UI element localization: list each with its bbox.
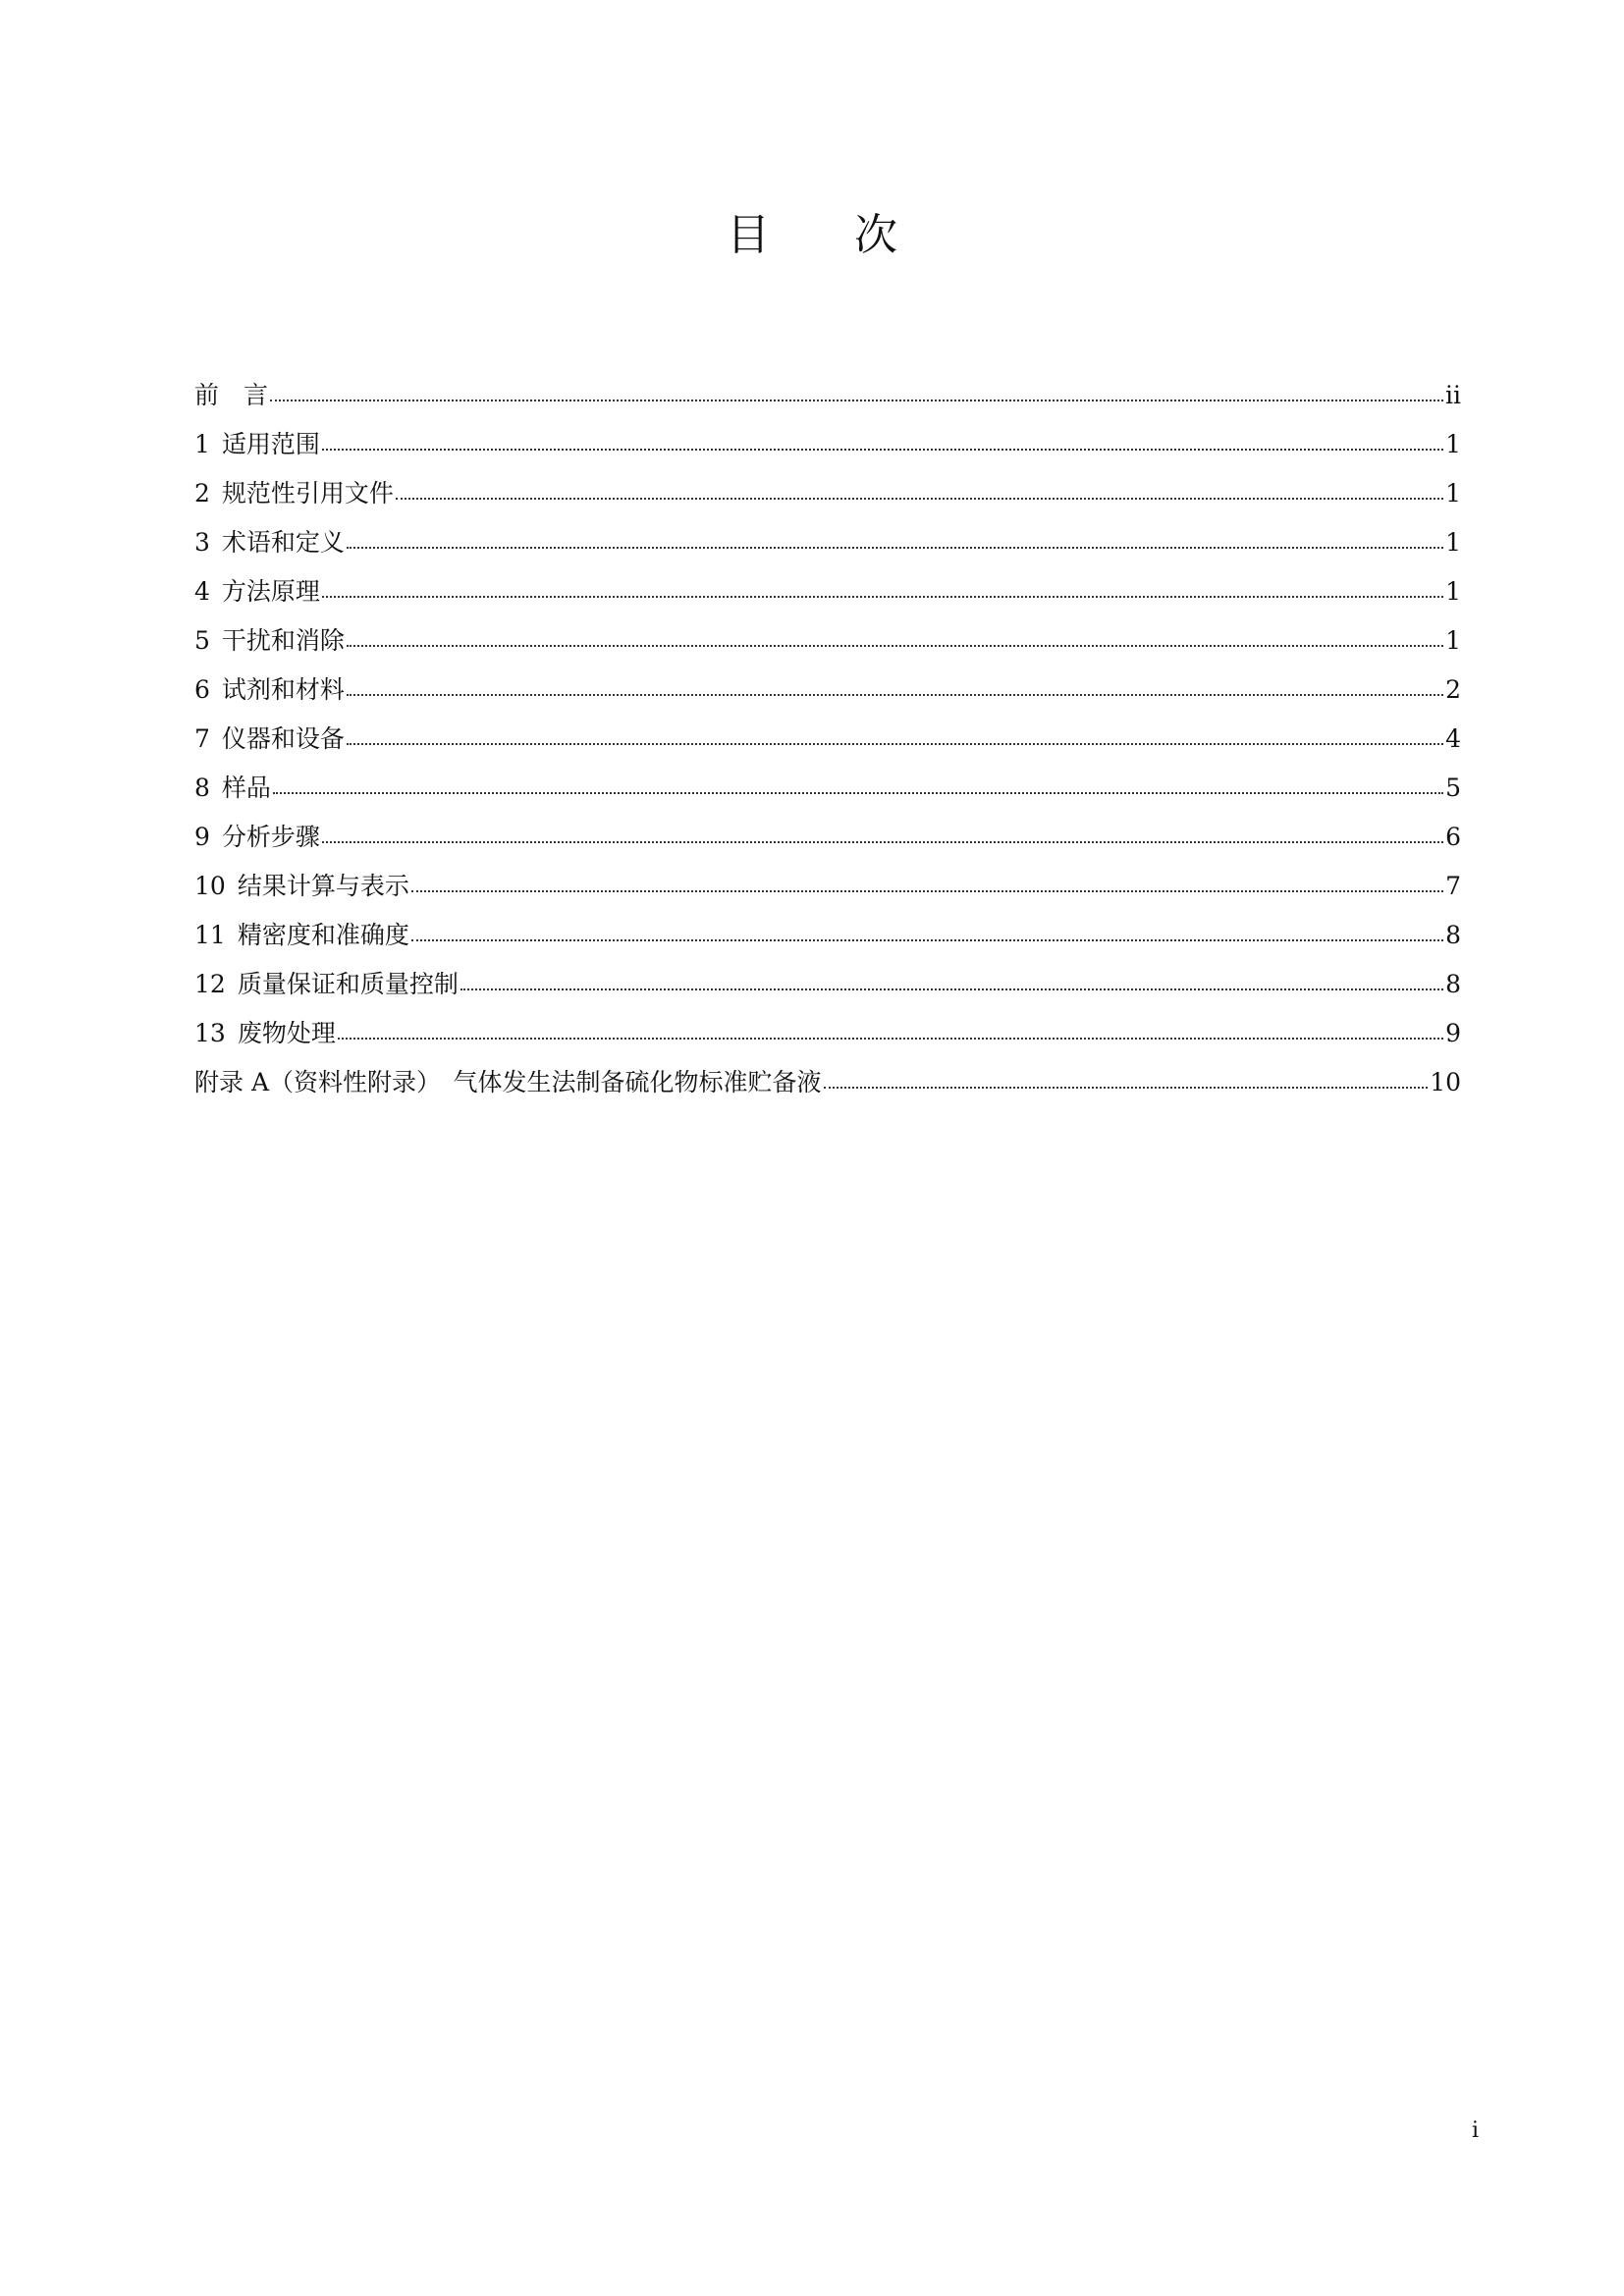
dot-leader [460, 987, 1443, 990]
toc-page-number: 9 [1445, 1019, 1461, 1047]
toc-entry-4[interactable] [194, 567, 1461, 616]
dot-leader [338, 1036, 1443, 1040]
toc-entry-12[interactable] [194, 960, 1461, 1009]
page-title-char-1: 目 [727, 210, 770, 260]
toc-entry-label: 适用范围 [221, 430, 320, 458]
toc-page-number: 1 [1445, 626, 1461, 655]
toc-section-number: 6 [194, 675, 210, 704]
page-title-char-2: 次 [854, 210, 897, 260]
dot-leader [273, 790, 1443, 794]
toc-entry-label: 仪器和设备 [221, 724, 345, 753]
toc-entry-label: 质量保证和质量控制 [237, 970, 459, 998]
toc-section-number: 1 [194, 430, 210, 458]
toc-entry-10[interactable] [194, 862, 1461, 911]
dot-leader [322, 839, 1443, 843]
toc-entry-label: 精密度和准确度 [237, 921, 409, 949]
toc-entry-8[interactable] [194, 764, 1461, 813]
toc-entry-label: 样品 [221, 774, 271, 802]
toc-entry-9[interactable] [194, 813, 1461, 862]
dot-leader [824, 1085, 1429, 1089]
toc-entry-label: 干扰和消除 [221, 626, 345, 655]
toc-section-number: 4 [194, 577, 210, 606]
toc-page-number: 4 [1445, 724, 1461, 753]
toc-entry-label: 分析步骤 [221, 823, 320, 851]
toc-section-number: 2 [194, 479, 210, 507]
toc-entry-label: 结果计算与表示 [237, 872, 409, 900]
toc-entry-preface[interactable] [194, 371, 1461, 420]
toc-page-number: 2 [1445, 675, 1461, 704]
dot-leader [322, 447, 1443, 451]
toc-entry-appendix-a[interactable] [194, 1058, 1461, 1107]
toc-page-number: 1 [1445, 528, 1461, 557]
toc-entry-3[interactable] [194, 518, 1461, 567]
toc-page-number: 1 [1445, 577, 1461, 606]
footer-page-number: i [1471, 2118, 1479, 2143]
toc-entry-label: 废物处理 [237, 1019, 336, 1047]
toc-entry-6[interactable] [194, 666, 1461, 715]
toc-page-number: 1 [1445, 430, 1461, 458]
toc-page-number: 1 [1445, 479, 1461, 507]
toc-entry-13[interactable] [194, 1009, 1461, 1058]
dot-leader [411, 937, 1443, 941]
toc-page-number: ii [1445, 381, 1461, 409]
toc-section-number: 10 [194, 872, 226, 900]
page-title [0, 208, 1624, 263]
toc-entry-label: 前 言 [194, 381, 269, 409]
toc-section-number: 13 [194, 1019, 226, 1047]
dot-leader [270, 398, 1443, 401]
toc-page-number: 8 [1445, 921, 1461, 949]
toc-entry-1[interactable] [194, 420, 1461, 469]
toc-section-number: 12 [194, 970, 226, 998]
toc-entry-label: 试剂和材料 [221, 675, 345, 704]
toc-section-number: 11 [194, 921, 226, 949]
toc-entry-label: 规范性引用文件 [221, 479, 394, 507]
toc-entry-2[interactable] [194, 469, 1461, 518]
toc-page-number: 5 [1445, 774, 1461, 802]
table-of-contents [194, 371, 1461, 1107]
dot-leader [396, 496, 1443, 500]
toc-page-number: 10 [1430, 1068, 1461, 1096]
toc-section-number: 5 [194, 626, 210, 655]
toc-section-number: 3 [194, 528, 210, 557]
dot-leader [322, 594, 1443, 598]
toc-section-number: 9 [194, 823, 210, 851]
toc-entry-label: 术语和定义 [221, 528, 345, 557]
toc-entry-label: 方法原理 [221, 577, 320, 606]
dot-leader [347, 545, 1443, 549]
toc-entry-5[interactable] [194, 616, 1461, 666]
toc-page-number: 8 [1445, 970, 1461, 998]
dot-leader [347, 692, 1443, 696]
toc-entry-11[interactable] [194, 911, 1461, 960]
toc-section-number: 7 [194, 724, 210, 753]
toc-page-number: 7 [1445, 872, 1461, 900]
toc-entry-7[interactable] [194, 715, 1461, 764]
toc-entry-label: 附录 A（资料性附录） 气体发生法制备硫化物标准贮备液 [194, 1068, 822, 1096]
toc-page-number: 6 [1445, 823, 1461, 851]
dot-leader [411, 888, 1443, 892]
toc-section-number: 8 [194, 774, 210, 802]
dot-leader [347, 643, 1443, 647]
dot-leader [347, 741, 1443, 745]
